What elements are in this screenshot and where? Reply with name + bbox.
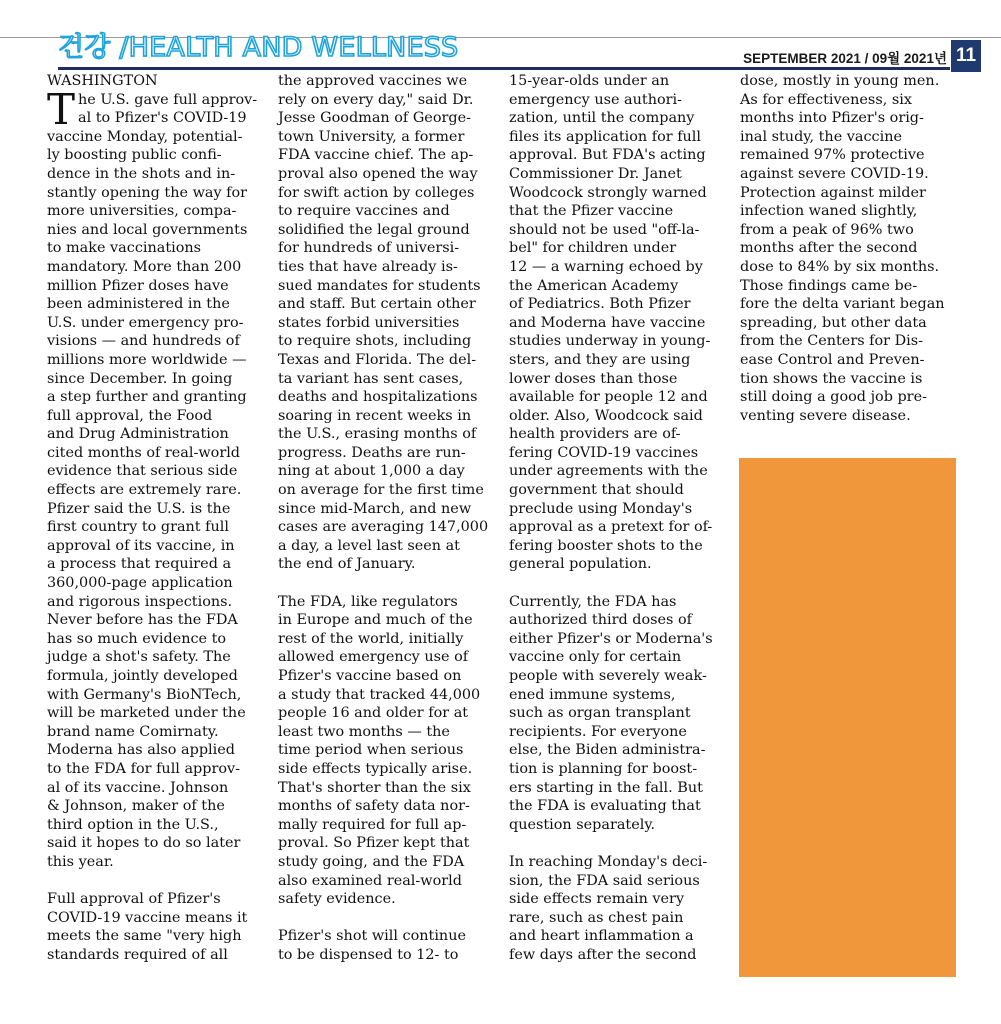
article-column-1	[47, 72, 271, 965]
issue-date: SEPTEMBER 2021 / 09월 2021년	[743, 51, 947, 66]
paragraph: the approved vaccines we rely on every day," said Dr. Jesse Goodman of George- town University, a former FDA vaccine chief. The ap- proval also opened the way for swift action by colleges to require vaccines and solidified the legal ground for hundreds of universi- ties that have already is- sued mandates for students and staff. But certain other states forbid universities to require shots, including Texas and Florida. The del- ta variant has sent cases, deaths and hospitalizations soaring in recent weeks in the U.S., erasing months of progress. Deaths are run- ning at about 1,000 a day on average for the first time since mid-March, and new cases are averaging 147,000 a day, a level last seen at the end of January.	[278, 73, 489, 573]
orange-ad-block	[739, 458, 956, 977]
paragraph: The FDA, like regulators in Europe and much of the rest of the world, initially allowed emergency use of Pfizer's vaccine based on a study that tracked 44,000 people 16 and older for at least two months — the time period when serious side effects typically arise. That's shorter than the six months of safety data nor- mally required for full ap- proval. So Pfizer kept that study going, and the FDA also examined real-world safety evidence.	[278, 593, 481, 908]
page-number: 11	[951, 40, 981, 72]
drop-cap: T	[47, 84, 76, 134]
paragraph: Currently, the FDA has authorized third doses of either Pfizer's or Moderna's vaccine only for certain people with severely weak- ened immune systems, such as organ transplant recipients. For everyone else, the Biden administra- tion is planning for boost- ers starting in the fall. But the FDA is evaluating that question separately.	[509, 593, 713, 833]
paragraph: In reaching Monday's deci- sion, the FDA said serious side effects remain very rare, such as chest pain and heart inflammation a few days after the second	[509, 853, 708, 963]
paragraph-lead	[47, 84, 271, 872]
section-title: 건강 /HEALTH AND WELLNESS	[58, 32, 459, 63]
article-column-4	[740, 72, 964, 425]
paragraph: dose, mostly in young men. As for effectiveness, six months into Pfizer's orig- inal study, the vaccine remained 97% protective against severe COVID-19. Protection against milder infection waned slightly, from a peak of 96% two months after the second dose to 84% by six months. Those findings came be- fore the delta variant began spreading, but other data from the Centers for Dis- ease Control and Preven- tion shows the vaccine is still doing a good job pre- venting severe disease.	[740, 73, 945, 424]
article-column-2	[278, 72, 502, 965]
paragraph: 15-year-olds under an emergency use authori- zation, until the company files its application for full approval. But FDA's acting Commissioner Dr. Janet Woodcock strongly warned that the Pfizer vaccine should not be used "off-la- bel" for children under 12 — a warning echoed by the American Academy of Pediatrics. Both Pfizer and Moderna have vaccine studies underway in young- sters, and they are using lower doses than those available for people 12 and older. Also, Woodcock said health providers are of- fering COVID-19 vaccines under agreements with the government that should preclude using Monday's approval as a pretext for of- fering booster shots to the general population.	[509, 73, 713, 573]
paragraph: Pfizer's shot will continue to be dispensed to 12- to	[278, 928, 466, 963]
article-column-3	[509, 72, 733, 965]
paragraph-lead-text: he U.S. gave full approv- al to Pfizer's COVID-19 vaccine Monday, potential- ly boosting public confi- dence in the shots and in- stantly opening the way for more universities, compa- nies and local governments to make vaccinations mandatory. More than 200 million Pfizer doses have been administered in the U.S. under emergency pro- visions — and hundreds of millions more worldwide — since December. In going a step further and granting full approval, the Food and Drug Administration cited months of real-world evidence that serious side effects are extremely rare. Pfizer said the U.S. is the first country to grant full approval of its vaccine, in a process that required a 360,000-page application and rigorous inspections. Never before has the FDA has so much evidence to judge a shot's safety. The formula, jointly developed with Germany's BioNTech, will be marketed under the brand name Comirnaty. Moderna has also applied to the FDA for full approv- al of its vaccine. Johnson & Johnson, maker of the third option in the U.S., said it hopes to do so later this year.	[47, 91, 258, 870]
dateline: WASHINGTON	[47, 73, 158, 89]
paragraph: Full approval of Pfizer's COVID-19 vaccine means it meets the same "very high standards required of all	[47, 891, 248, 963]
header-rule	[58, 67, 950, 70]
